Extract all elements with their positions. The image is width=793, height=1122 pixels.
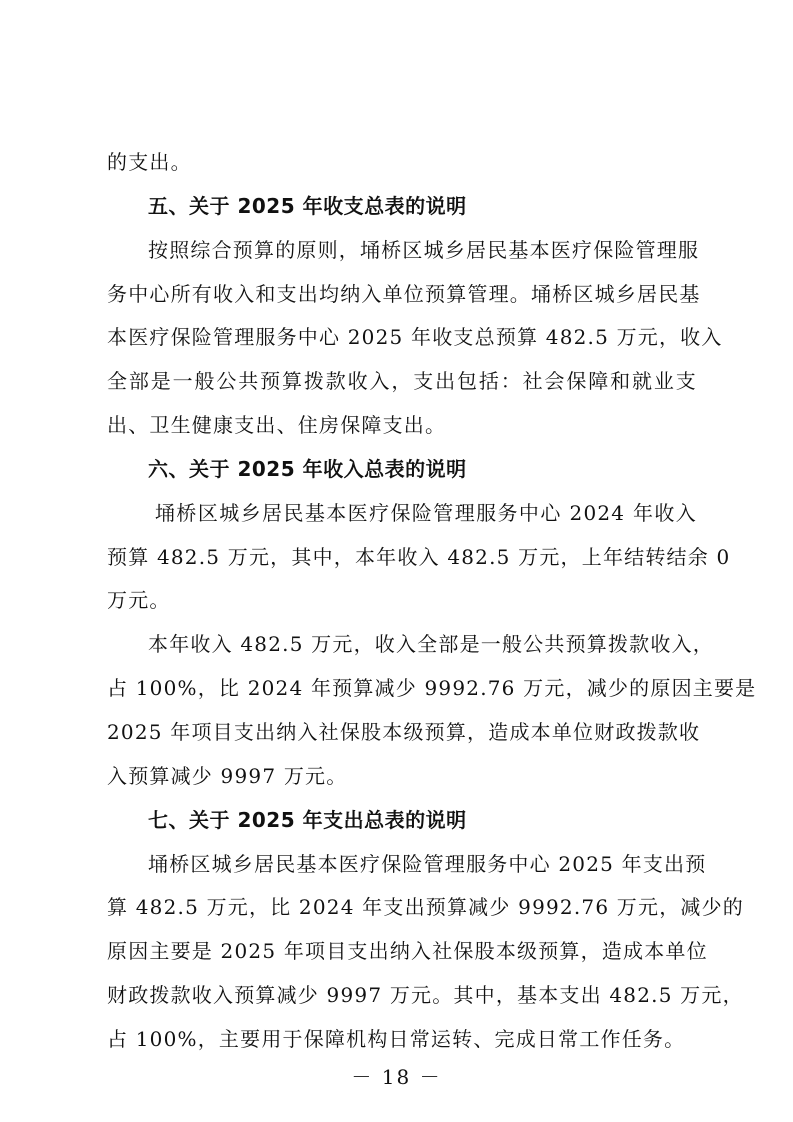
page-number: － 18 － (351, 1065, 442, 1089)
section-heading-7: 七、关于 2025 年支出总表的说明 (148, 808, 467, 832)
body-text-line: 算 482.5 万元，比 2024 年支出预算减少 9992.76 万元，减少的 (107, 895, 745, 919)
body-text-line: 预算 482.5 万元，其中，本年收入 482.5 万元，上年结转结余 0 (107, 545, 731, 569)
body-text-line: 按照综合预算的原则，埇桥区城乡居民基本医疗保险管理服 (148, 238, 700, 262)
body-text-line: 埇桥区城乡居民基本医疗保险管理服务中心 2024 年收入 (155, 501, 697, 525)
body-text-line: 本年收入 482.5 万元，收入全部是一般公共预算拨款收入， (148, 632, 714, 656)
body-text-line: 占 100%，主要用于保障机构日常运转、完成日常工作任务。 (107, 1027, 686, 1051)
body-text-line: 财政拨款收入预算减少 9997 万元。其中，基本支出 482.5 万元， (107, 983, 744, 1007)
body-text-line: 全部是一般公共预算拨款收入，支出包括：社会保障和就业支 (107, 369, 697, 393)
body-text-line: 的支出。 (107, 150, 192, 174)
body-text-line: 务中心所有收入和支出均纳入单位预算管理。埇桥区城乡居民基 (107, 282, 701, 306)
body-text-line: 2025 年项目支出纳入社保股本级预算，造成本单位财政拨款收 (107, 720, 701, 744)
body-text-line: 原因主要是 2025 年项目支出纳入社保股本级预算，造成本单位 (107, 939, 708, 963)
body-text-line: 埇桥区城乡居民基本医疗保险管理服务中心 2025 年支出预 (148, 852, 707, 876)
body-text-line: 出、卫生健康支出、住房保障支出。 (107, 413, 447, 437)
section-heading-6: 六、关于 2025 年收入总表的说明 (148, 457, 467, 481)
body-text-line: 本医疗保险管理服务中心 2025 年收支总预算 482.5 万元，收入 (107, 325, 723, 349)
body-text-line: 入预算减少 9997 万元。 (107, 764, 348, 788)
section-heading-5: 五、关于 2025 年收支总表的说明 (148, 194, 467, 218)
body-text-line: 万元。 (107, 588, 171, 612)
body-text-line: 占 100%，比 2024 年预算减少 9992.76 万元，减少的原因主要是 (107, 676, 757, 700)
